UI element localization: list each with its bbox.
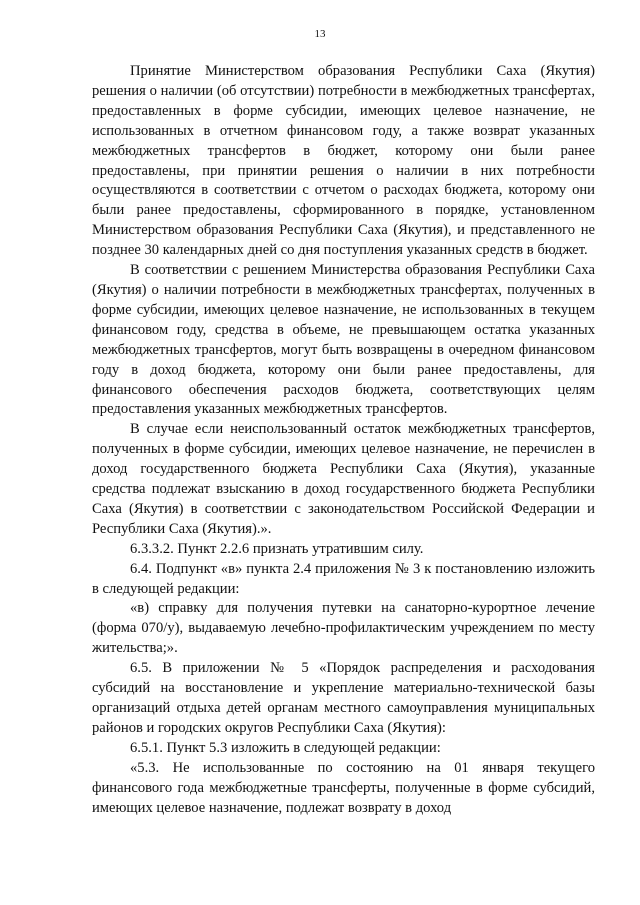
document-body (92, 62, 595, 818)
paragraph-8: 6.5.1. Пункт 5.3 изложить в следующей редакции: (130, 739, 441, 756)
paragraph-7: 6.5. В приложении № 5 «Порядок распределения и расходования субсидий на восстановление и укрепление материально-технической базы организаций отдыха детей органам местного самоуправления муниципальных районов и городских округов Республики Саха (Якутия): (92, 660, 595, 736)
page-number: 13 (314, 28, 326, 40)
paragraph-2: В соответствии с решением Министерства образования Республики Саха (Якутия) о наличии потребности в межбюджетных трансфертах, полученных в форме субсидии, имеющих целевое назначение, не использованных в текущем финансовом году, средства в объеме, не превышающем остатка указанных межбюджетных трансфертов, могут быть возвращены в очередном финансовом году в доход бюджета, которому они были ранее предоставлены, для финансового обеспечения расходов бюджета, соответствующих целям предоставления указанных межбюджетных трансфертов. (92, 262, 595, 418)
paragraph-3: В случае если неиспользованный остаток межбюджетных трансфертов, полученных в форме субсидии, имеющих целевое назначение, не перечислен в доход государственного бюджета Республики Саха (Якутия), указанные средства подлежат взысканию в доход государственного бюджета Республики Саха (Якутия) в соответствии с законодательством Российской Федерации и Республики Саха (Якутия).». (92, 421, 595, 537)
paragraph-9: «5.3. Не использованные по состоянию на 01 января текущего финансового года межбюджетные трансферты, полученные в форме субсидий, имеющих целевое назначение, подлежат возврату в доход (92, 759, 595, 816)
paragraph-1: Принятие Министерством образования Республики Саха (Якутия) решения о наличии (об отсутствии) потребности в межбюджетных трансфертах, предоставленных в форме субсидии, имеющих целевое назначение, не использованных в отчетном финансовом году, а также возврат указанных межбюджетных трансфертов в бюджет, которому они были ранее предоставлены, при принятии решения о наличии в них потребности осуществляются в соответствии с отчетом о расходах бюджета, которому они были ранее предоставлены, сформированного в порядке, установленном Министерством образования Республики Саха (Якутия), и представленного не позднее 30 календарных дней со дня поступления указанных средств в бюджет. (92, 63, 595, 259)
paragraph-6: «в) справку для получения путевки на санаторно-курортное лечение (форма 070/у), выдаваемую лечебно-профилактическим учреждением по месту жительства;». (92, 600, 595, 657)
paragraph-4: 6.3.3.2. Пункт 2.2.6 признать утратившим силу. (130, 540, 424, 557)
paragraph-5: 6.4. Подпункт «в» пункта 2.4 приложения № 3 к постановлению изложить в следующей редакции: (92, 560, 595, 597)
